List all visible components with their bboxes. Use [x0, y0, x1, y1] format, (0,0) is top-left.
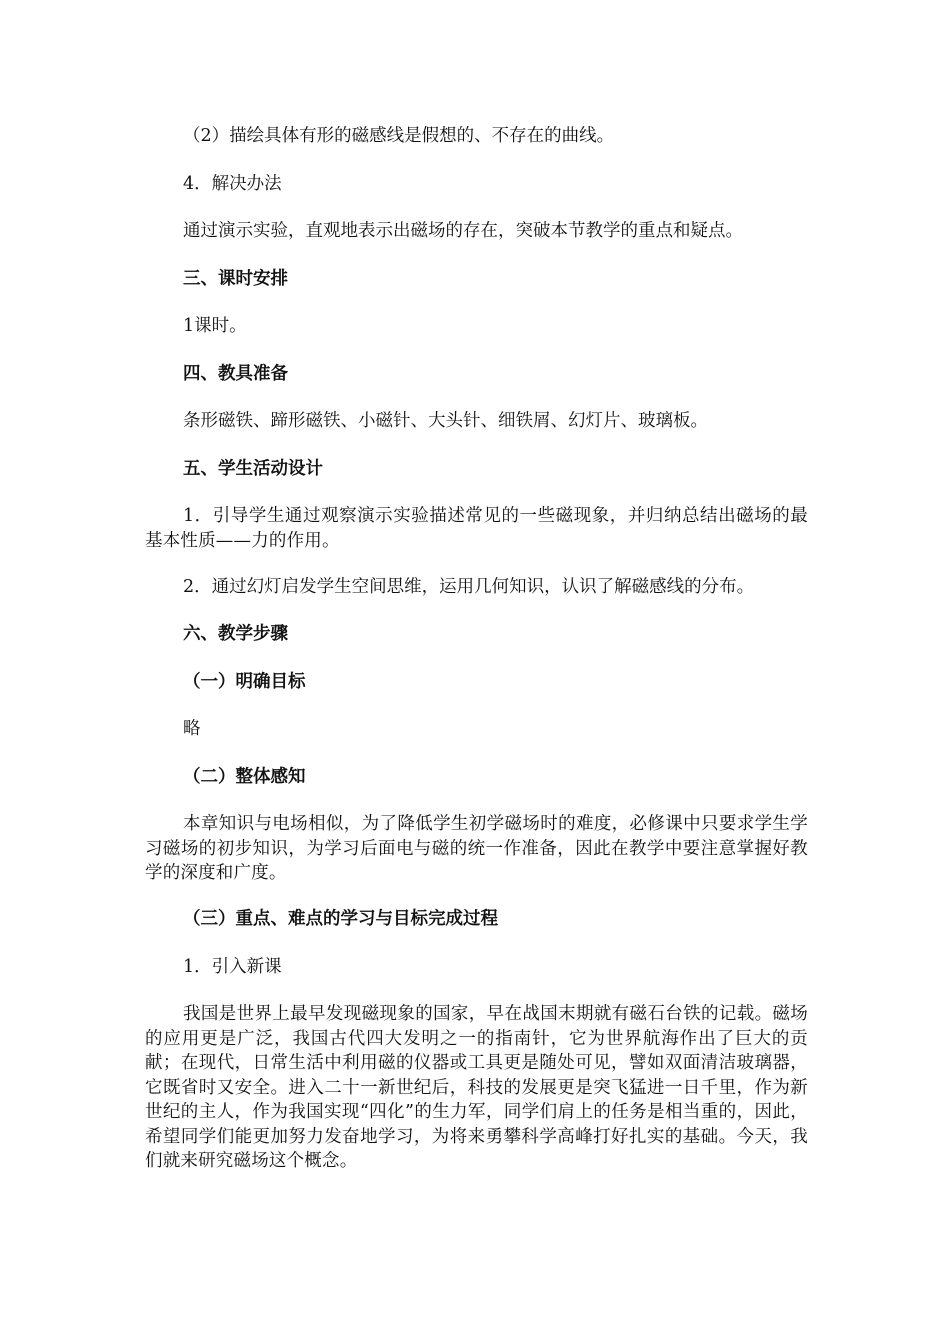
heading-class-schedule: 三、课时安排 [183, 269, 288, 289]
text-line-omitted: 略 [183, 719, 201, 739]
text-line-solution-heading: 4．解决办法 [183, 174, 282, 194]
paragraph-activity-1: 1．引导学生通过观察演示实验描述常见的一些磁现象，并归纳总结出磁场的最基本性质——力的作用。 [145, 506, 808, 551]
text-line-solution: 通过演示实验，直观地表示出磁场的存在，突破本节教学的重点和疑点。 [183, 221, 743, 241]
text-line-magnetic-lines: （2）描绘具体有形的磁感线是假想的、不存在的曲线。 [183, 126, 615, 146]
subheading-overall-perception: （二）整体感知 [183, 767, 306, 787]
text-line-teaching-aids: 条形磁铁、蹄形磁铁、小磁针、大头针、细铁屑、幻灯片、玻璃板。 [183, 411, 708, 431]
heading-teaching-aids: 四、教具准备 [183, 364, 288, 384]
heading-teaching-steps: 六、教学步骤 [183, 624, 288, 644]
subheading-clear-goals: （一）明确目标 [183, 672, 306, 692]
paragraph-introduction: 我国是世界上最早发现磁现象的国家，早在战国末期就有磁石台铁的记载。磁场的应用更是广泛，我国古代四大发明之一的指南针，它为世界航海作出了巨大的贡献；在现代，日常生活中利用磁的仪器或工具更是随处可见，譬如双面清洁玻璃器，它既省时又安全。进入二十一新世纪后，科技的发展更是突飞猛进一日千里，作为新世纪的主人，作为我国实现“四化”的生力军，同学们肩上的任务是相当重的，因此，希望同学们能更加努力发奋地学习，为将来勇攀科学高峰打好扎实的基础。今天，我们就来研究磁场这个概念。 [145, 1004, 808, 1171]
text-line-activity-2: 2．通过幻灯启发学生空间思维，运用几何知识，认识了解磁感线的分布。 [183, 577, 755, 597]
subheading-key-points: （三）重点、难点的学习与目标完成过程 [183, 909, 498, 929]
text-line-class-hours: 1课时。 [183, 316, 247, 336]
paragraph-overall-perception: 本章知识与电场相似，为了降低学生初学磁场时的难度，必修课中只要求学生学习磁场的初步知识，为学习后面电与磁的统一作准备，因此在教学中要注意掌握好教学的深度和广度。 [145, 814, 808, 883]
text-line-introduce-lesson: 1．引入新课 [183, 957, 282, 977]
heading-student-activities: 五、学生活动设计 [183, 459, 323, 479]
